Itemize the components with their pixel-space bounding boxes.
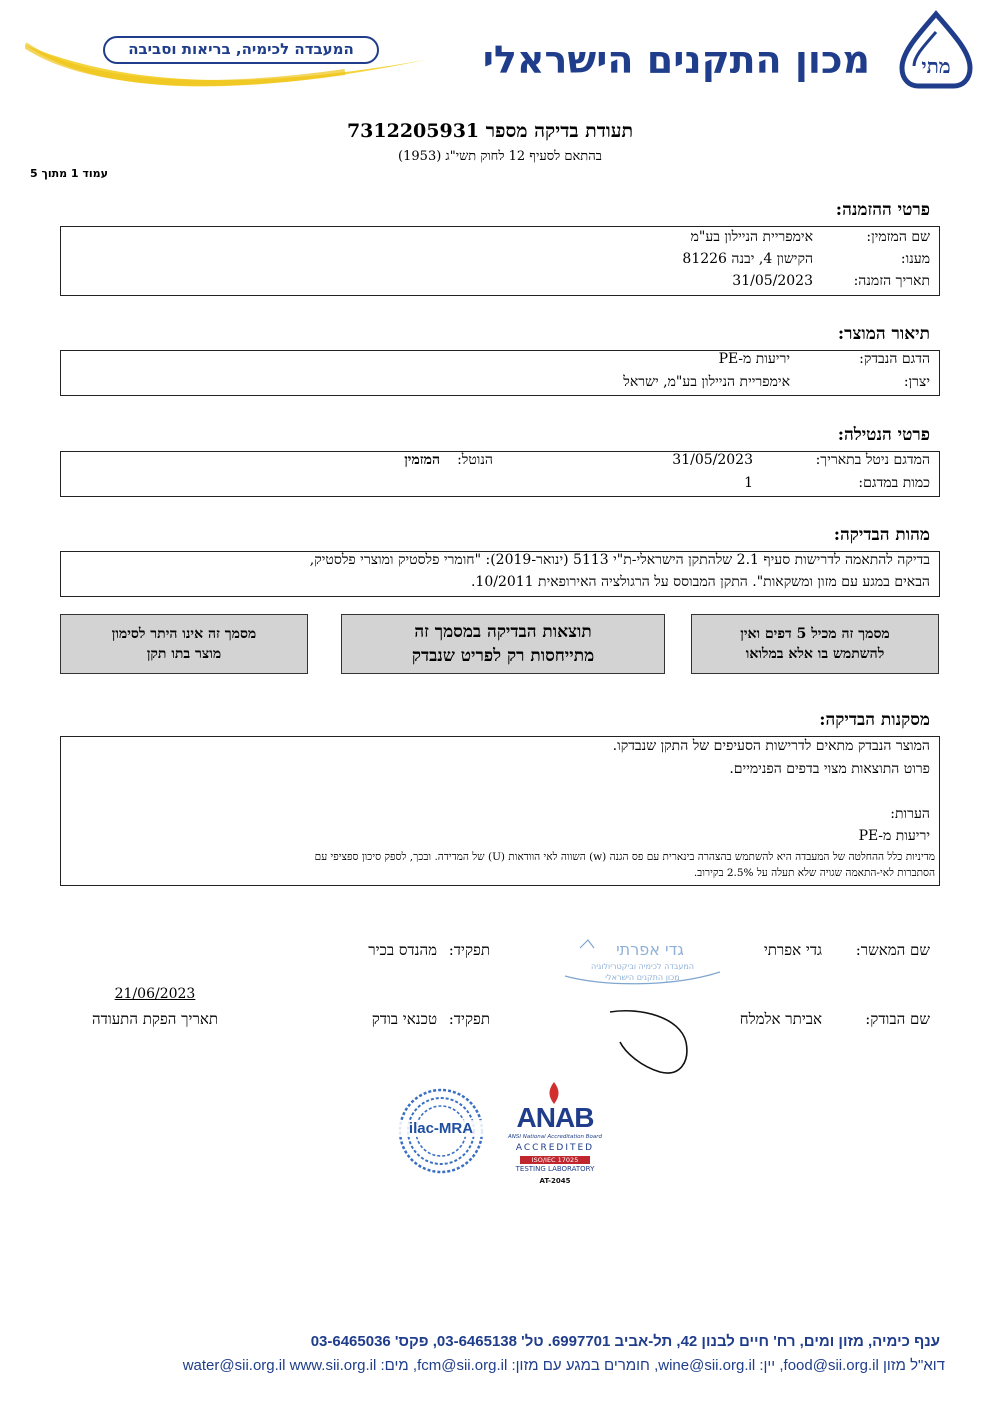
issue-date: 21/06/2023 xyxy=(114,986,196,1002)
tester-label: שם הבודק: xyxy=(865,1010,930,1028)
notice-not-permit-l2: מוצר בתו תקן xyxy=(146,646,222,662)
order-value-name: אימפריית הניילון בע"מ xyxy=(690,229,813,245)
conclusions-line2: פרוט התוצאות מצוי בדפים הפנימיים. xyxy=(729,761,930,777)
ilac-text: ilac-MRA xyxy=(398,1120,484,1137)
notice-not-permit-l1: מסמך זה אינו היתר לסימון xyxy=(111,626,257,642)
conclusions-line1: המוצר הנבדק מתאים לדרישות הסעיפים של התקן שנבדקו. xyxy=(612,738,930,754)
notice-not-permit xyxy=(60,614,308,674)
notice-results-l2: מתייחסות רק לפריט שנבדק xyxy=(411,646,595,666)
order-value-address: הקישון 4, יבנה 81226 xyxy=(682,251,813,267)
sampling-taker-value: המזמין xyxy=(404,452,440,468)
approver-name: גדי אפרתי xyxy=(763,941,822,959)
footer-line1: ענף כימיה, מזון ומים, רח' חיים לבנון 42, תל-אביב 6997701. טל' 03-6465138, פקס' 03-6465036 xyxy=(310,1333,940,1350)
order-label-address: מענו: xyxy=(900,251,930,267)
ilac-logo xyxy=(398,1088,484,1174)
tester-role: טכנאי בודק xyxy=(371,1010,437,1028)
notice-pages-l1: מסמך זה מכיל 5 דפים ואין xyxy=(740,626,890,642)
approver-role-label: תפקיד: xyxy=(448,941,490,959)
order-value-date: 31/05/2023 xyxy=(732,273,813,289)
sampling-box xyxy=(60,451,940,497)
stamp-name: גדי אפרתי xyxy=(616,940,684,959)
lab-type: TESTING LABORATORY xyxy=(515,1165,595,1173)
conclusions-box xyxy=(60,736,940,886)
stamp-line2: מכון התקנים הישראלי xyxy=(605,973,680,982)
certificate-title: תעודת בדיקה מספר 7312205931 xyxy=(346,120,634,142)
notice-results xyxy=(341,614,665,674)
sampling-qty-label: כמות במדגם: xyxy=(858,475,930,491)
product-box xyxy=(60,350,940,396)
product-value-maker: אימפריית הניילון בע"מ, ישראל xyxy=(623,374,790,390)
stamp-line1: המעבדה לכימיה וביקטריולוגיה xyxy=(591,962,694,971)
tester-name: אביתר אלמלח xyxy=(739,1010,822,1028)
order-label-date: תאריך הזמנה: xyxy=(853,273,930,289)
sampling-taker-label: הנוטל: xyxy=(457,452,493,468)
anab-sub: ANSI National Accreditation Board xyxy=(508,1134,602,1140)
notes-label: הערות: xyxy=(890,806,930,822)
product-label-model: הדגם הנבדק: xyxy=(859,351,930,367)
sampling-date-label: המדגם ניטל בתאריך: xyxy=(815,452,930,468)
notice-pages-l2: להשתמש בו אלא במלואו xyxy=(745,646,885,662)
footer-line2: דוא"ל מזון food@sii.org.il, יין: wine@sii.org.il, חומרים במגע עם מזון: fcm@sii.org.il, מים: water@sii.org.il www.sii.org.il xyxy=(182,1357,945,1374)
notice-results-l1: תוצאות הבדיקה במסמך זה xyxy=(414,622,592,642)
sampling-heading: פרטי הנטילה: xyxy=(837,425,930,445)
test-nature-heading: מהות הבדיקה: xyxy=(833,525,930,545)
tester-role-label: תפקיד: xyxy=(448,1010,490,1028)
anab-text: ANAB xyxy=(516,1102,594,1133)
order-heading: פרטי ההזמנה: xyxy=(835,200,930,220)
anab-cert-no: AT-2045 xyxy=(539,1177,571,1185)
page-number: עמוד 1 מתוך 5 xyxy=(30,167,108,180)
sampling-qty-value: 1 xyxy=(744,475,753,491)
logo-text: מתי xyxy=(921,54,951,78)
policy-line1: מדיניות כלל ההחלטה של המעבדה היא להשתמש בהצהרה בינארית עם פס הגנה (w) השווה לאי הוודאות (U) של המדידה. ובכך, לספק סיכון ספציפי עם xyxy=(314,851,935,863)
product-value-model: יריעות מ-PE xyxy=(718,351,790,367)
approver-label: שם המאשר: xyxy=(855,941,930,959)
issue-label: תאריך הפקת התעודה xyxy=(92,1010,218,1028)
conclusions-heading: מסקנות הבדיקה: xyxy=(819,710,930,730)
policy-line2: הסתברות לאי-התאמה שגויה שלא תעלה על 2.5% בקירוב. xyxy=(693,867,935,879)
certificate-subtitle: בהתאם לסעיף 12 לחוק תשי"ג (1953) xyxy=(398,149,602,164)
anab-logo xyxy=(500,1082,610,1192)
notes-value: יריעות מ-PE xyxy=(858,828,930,844)
tester-signature xyxy=(600,1002,700,1082)
test-nature-line1: בדיקה להתאמה לדרישות סעיף 2.1 שלהתקן הישראלי-ת"י 5113 (ינואר-2019): "חומרי פלסטיק ומוצרי פלסטיק, xyxy=(309,552,930,568)
product-heading: תיאור המוצר: xyxy=(837,324,930,344)
sampling-date-value: 31/05/2023 xyxy=(672,452,753,468)
org-name: מכון התקנים הישראלי xyxy=(482,38,870,82)
test-nature-line2: הבאים במגע עם מזון ומשקאות". התקן המבוסס על הרגולציה האירופאית 10/2011. xyxy=(470,574,930,590)
approver-stamp xyxy=(560,936,730,990)
approver-role: מהנדס בכיר xyxy=(368,941,437,959)
notice-pages xyxy=(691,614,939,674)
order-label-name: שם המזמין: xyxy=(866,229,930,245)
lab-name: המעבדה לכימיה, בריאות וסביבה xyxy=(128,40,354,58)
accredited-text: ACCREDITED xyxy=(515,1143,595,1153)
iso-badge: ISO/IEC 17025 xyxy=(520,1156,590,1164)
product-label-maker: יצרן: xyxy=(903,374,930,390)
